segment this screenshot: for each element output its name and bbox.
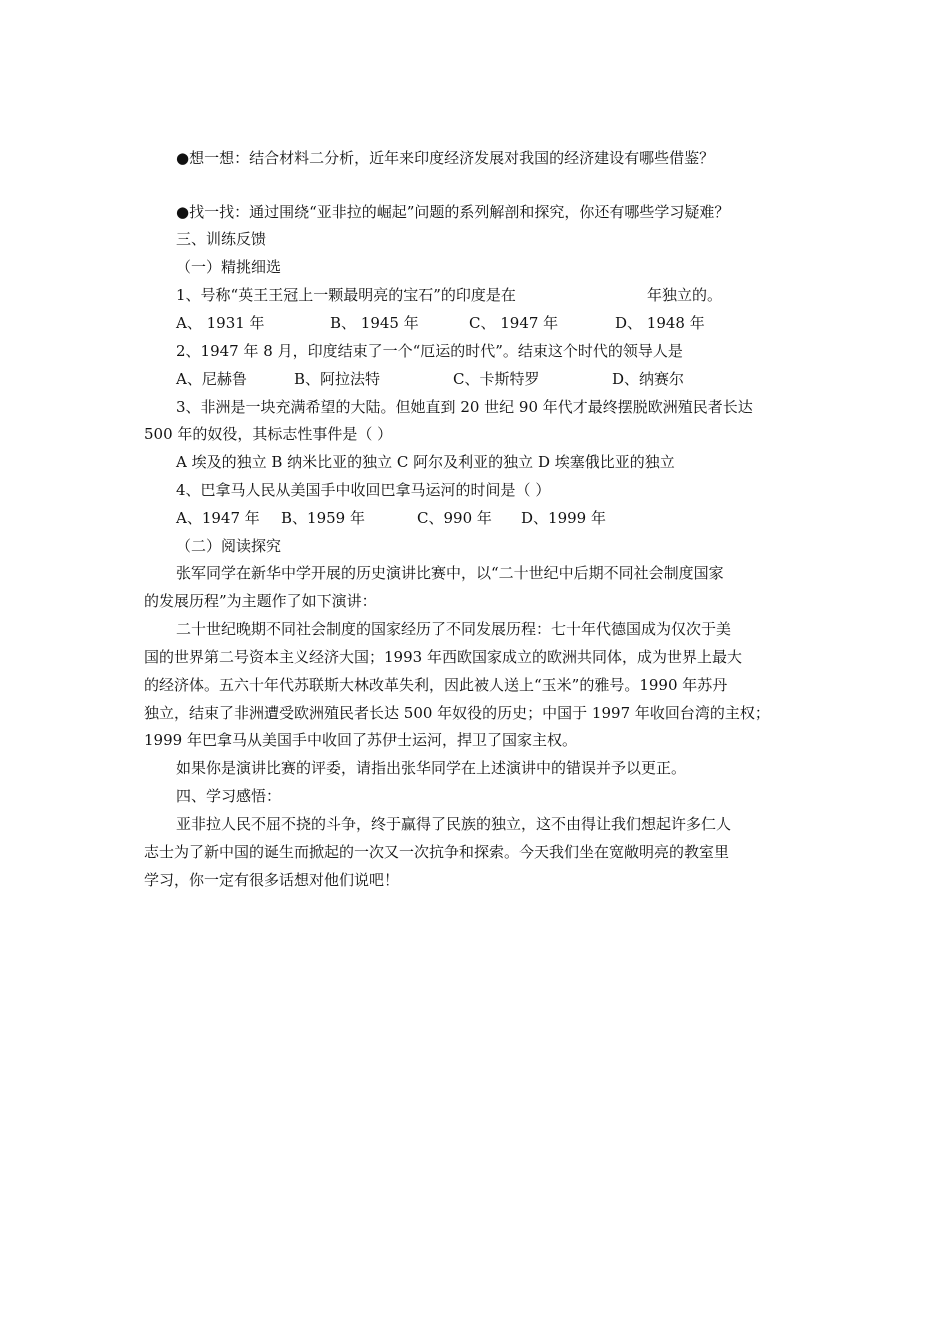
- find-prompt: ●找一找：通过围绕“亚非拉的崛起”问题的系列解剖和探究，你还有哪些学习疑难？: [176, 203, 730, 221]
- speech-line-5: 1999 年巴拿马从美国手中收回了苏伊士运河，捍卫了国家主权。: [144, 731, 577, 749]
- q1-option-c: C、 1947 年: [469, 314, 559, 332]
- q1-text-a: 1、号称“英王王冠上一颗最明亮的宝石”的印度是在: [176, 286, 516, 304]
- reflection-line-2: 志士为了新中国的诞生而掀起的一次又一次抗争和探索。今天我们坐在宽敞明亮的教室里: [144, 843, 730, 861]
- q1-text-b: 年独立的。: [647, 286, 723, 304]
- q2-option-c: C、卡斯特罗: [453, 370, 540, 388]
- q2-option-d: D、纳赛尔: [612, 370, 685, 388]
- sub1-heading: （一）精挑细选: [176, 258, 282, 276]
- q4-text: 4、巴拿马人民从美国手中收回巴拿马运河的时间是（ ）: [176, 481, 551, 499]
- q3-options: A 埃及的独立 B 纳米比亚的独立 C 阿尔及利亚的独立 D 埃塞俄比亚的独立: [176, 453, 675, 471]
- q4-option-d: D、1999 年: [521, 509, 606, 527]
- reading-intro-1: 张军同学在新华中学开展的历史演讲比赛中，以“二十世纪中后期不同社会制度国家: [176, 564, 724, 582]
- reading-intro-2: 的发展历程”为主题作了如下演讲：: [144, 592, 377, 610]
- section4-heading: 四、学习感悟：: [176, 787, 282, 805]
- q3-line2: 500 年的奴役，其标志性事件是（ ）: [144, 425, 393, 443]
- section3-heading: 三、训练反馈: [176, 230, 267, 248]
- sub2-heading: （二）阅读探究: [176, 537, 282, 555]
- speech-line-4: 独立，结束了非洲遭受欧洲殖民者长达 500 年奴役的历史；中国于 1997 年收回台湾的主权；: [144, 704, 770, 722]
- q1-option-a: A、 1931 年: [176, 314, 265, 332]
- q4-option-b: B、1959 年: [281, 509, 365, 527]
- speech-line-2: 国的世界第二号资本主义经济大国；1993 年西欧国家成立的欧洲共同体，成为世界上最大: [144, 648, 742, 666]
- q1-option-b: B、 1945 年: [330, 314, 419, 332]
- q1-option-d: D、 1948 年: [615, 314, 705, 332]
- reflection-line-1: 亚非拉人民不屈不挠的斗争，终于赢得了民族的独立，这不由得让我们想起许多仁人: [176, 815, 732, 833]
- q4-option-c: C、990 年: [417, 509, 492, 527]
- think-prompt: ●想一想：结合材料二分析，近年来印度经济发展对我国的经济建设有哪些借鉴？: [176, 149, 715, 167]
- speech-line-3: 的经济体。五六十年代苏联斯大林改革失利，因此被人送上“玉米”的雅号。1990 年苏丹: [144, 676, 728, 694]
- q2-option-b: B、阿拉法特: [294, 370, 381, 388]
- speech-line-1: 二十世纪晚期不同社会制度的国家经历了不同发展历程：七十年代德国成为仅次于美: [176, 620, 732, 638]
- reading-task: 如果你是演讲比赛的评委，请指出张华同学在上述演讲中的错误并予以更正。: [176, 759, 687, 777]
- q2-text: 2、1947 年 8 月，印度结束了一个“厄运的时代”。结束这个时代的领导人是: [176, 342, 683, 360]
- q4-option-a: A、1947 年: [176, 509, 260, 527]
- reflection-line-3: 学习，你一定有很多话想对他们说吧！: [144, 871, 400, 889]
- q2-option-a: A、尼赫鲁: [176, 370, 247, 388]
- q3-line1: 3、非洲是一块充满希望的大陆。但她直到 20 世纪 90 年代才最终摆脱欧洲殖民者长达: [176, 398, 753, 416]
